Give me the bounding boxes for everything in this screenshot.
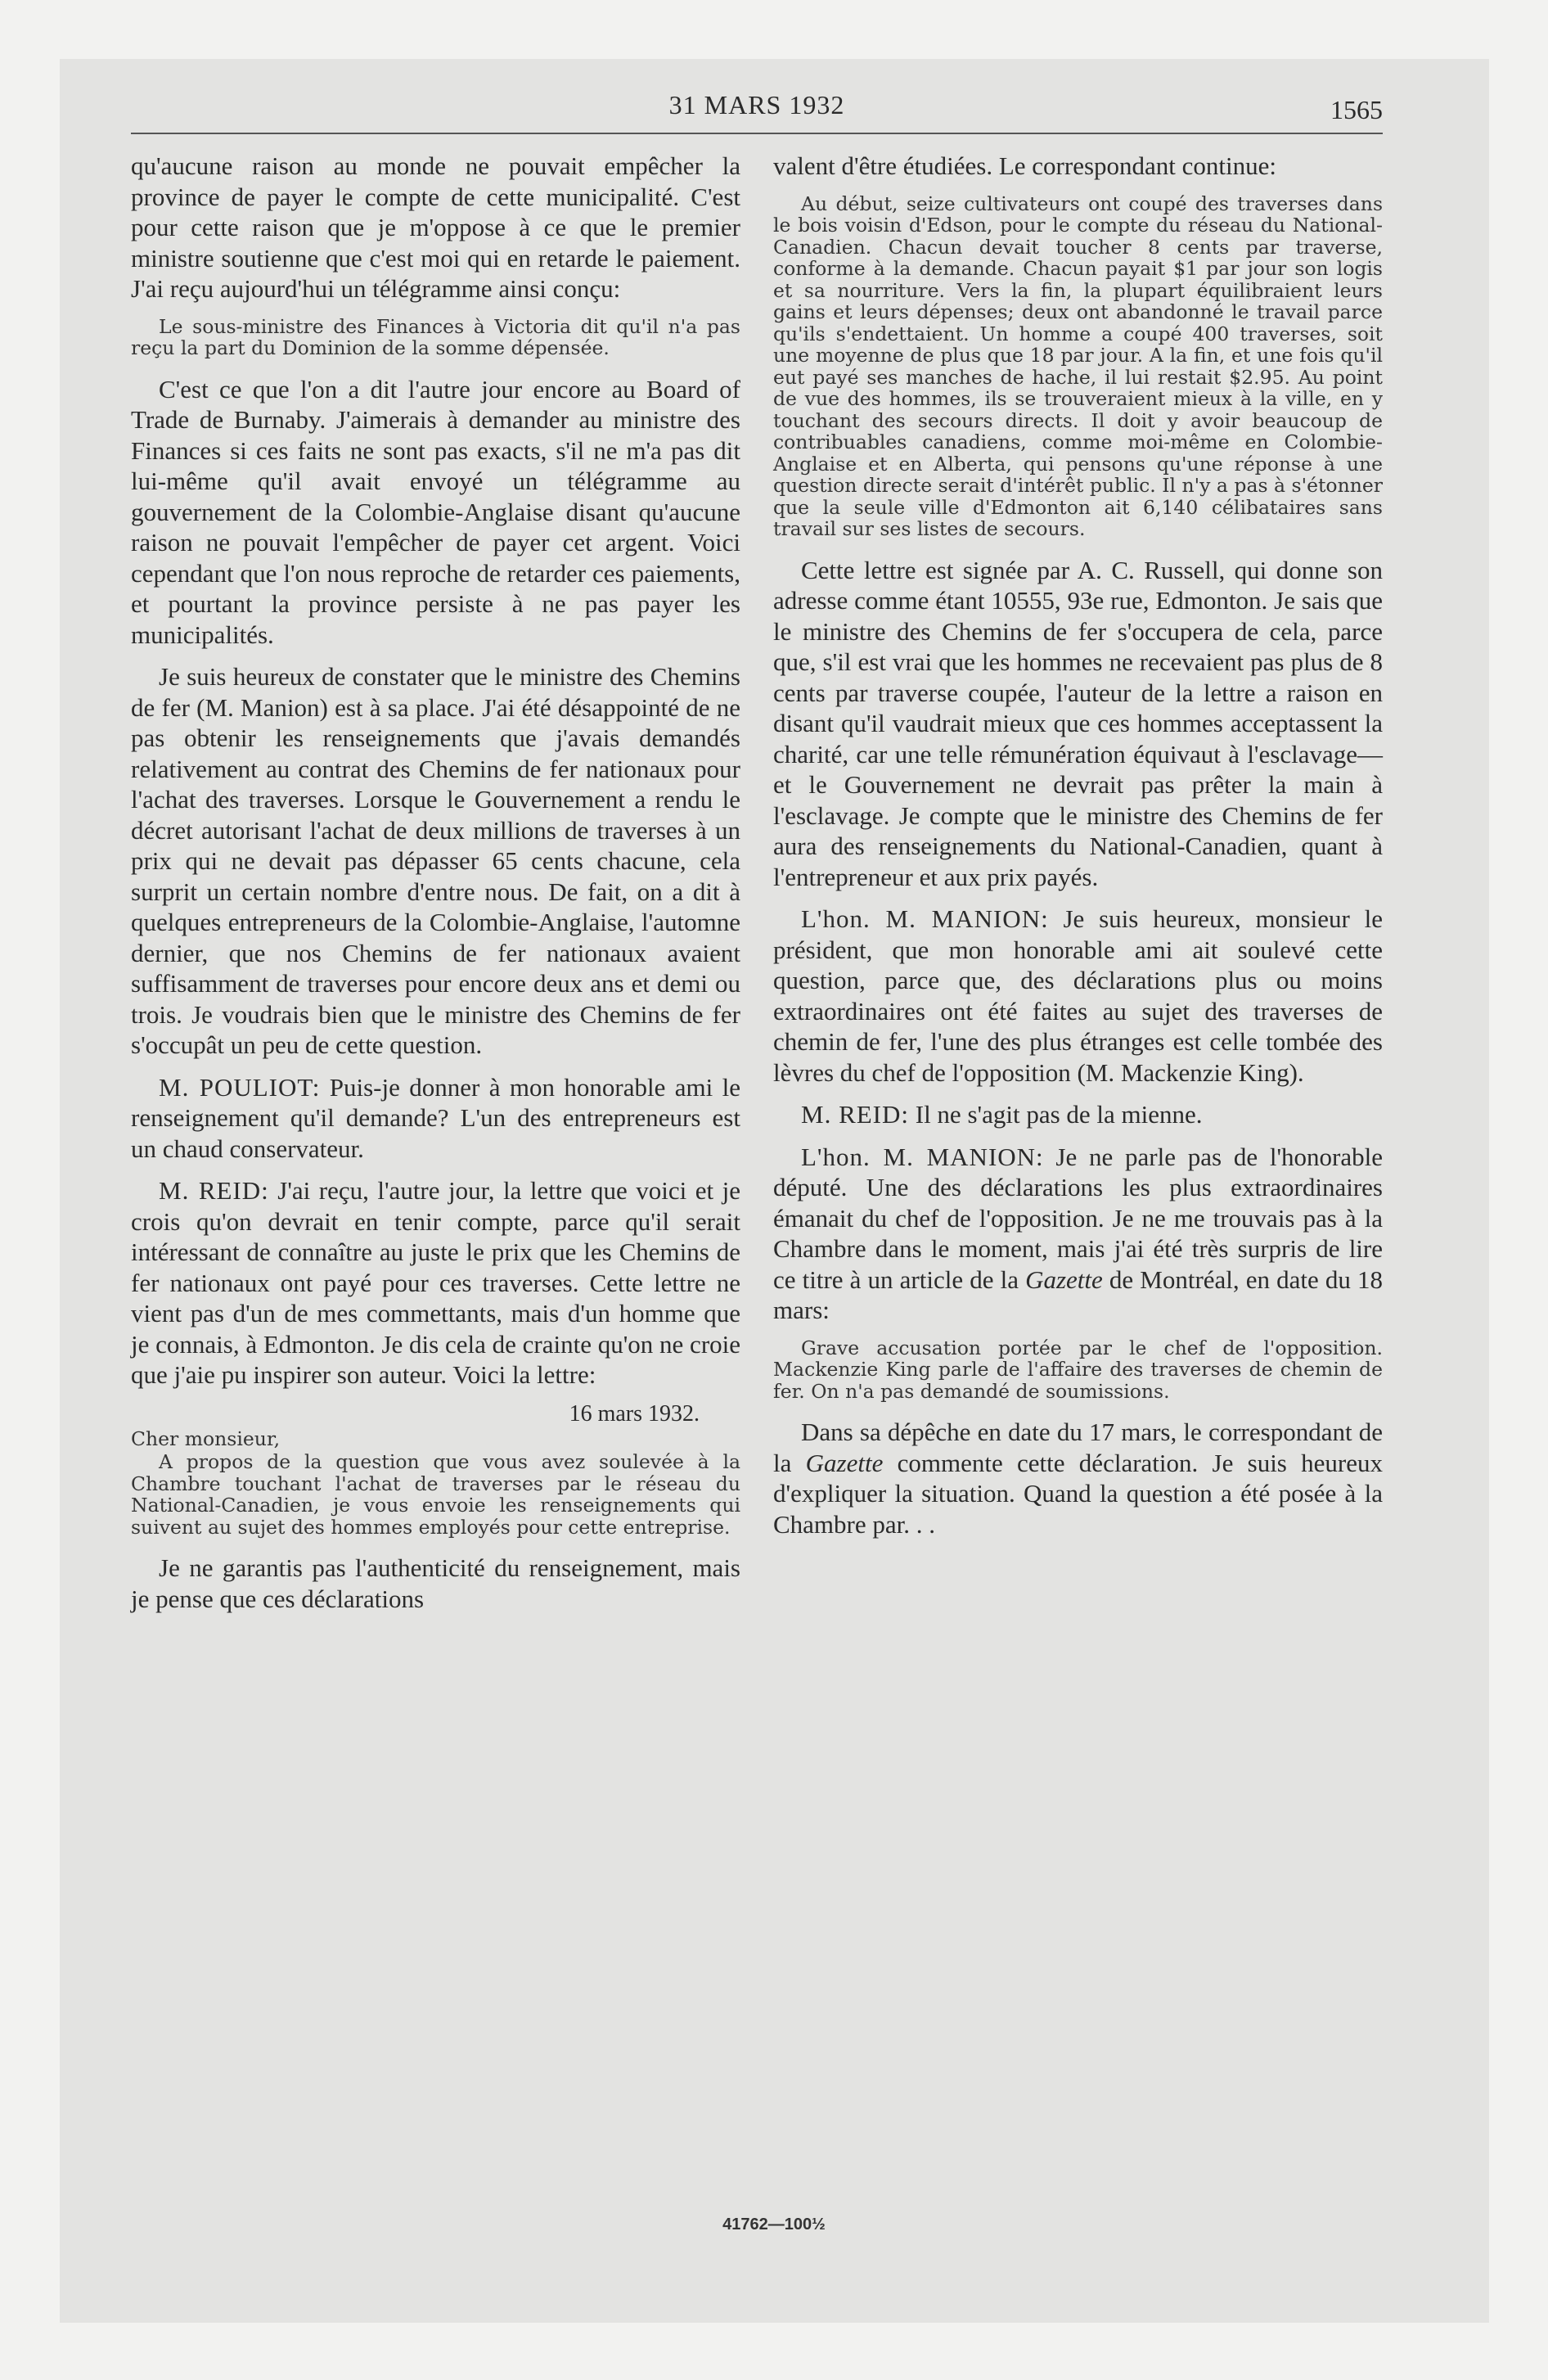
speech-text: Je suis heureux, monsieur le président, que mon honorable ami ait soulevé cette question, parce que, des déclarations plus ou moins extraordinaires ont été faites au sujet des traverses de chemin de fer, l'une des plus étranges est celle tombée des lèvres du chef de l'opposition (M. Mackenzie King). [773,904,1383,1087]
print-code: 41762—100½ [722,2215,826,2234]
speech-text: Il ne s'agit pas de la mienne. [909,1100,1203,1129]
paragraph: C'est ce que l'on a dit l'autre jour encore au Board of Trade de Burnaby. J'aimerais à demander au ministre des Finances si ces faits ne sont pas exacts, s'il ne m'a pas dit lui-même qu'il avait envoyé un télégramme au gouvernement de la Colombie-Anglaise disant qu'aucune raison ne pouvait l'empêcher de payer cet argent. Voici cependant que l'on nous reproche de retarder ces paiements, et pourtant la province persiste à ne pas payer les municipalités. [131,374,740,649]
page-number: 1565 [1330,95,1383,124]
header-rule [131,133,1383,134]
speaker-name: L'hon. M. MANION: [801,1142,1044,1171]
speech-paragraph [773,1099,1383,1130]
left-column [131,151,740,1625]
paragraph: Je suis heureux de constater que le ministre des Chemins de fer (M. Manion) est à sa place. J'ai été désappointé de ne pas obtenir les renseignements que j'avais demandés relativement au contrat des Chemins de fer nationaux pour l'achat des traverses. Lorsque le Gouvernement a rendu le décret autorisant l'achat de deux millions de traverses à un prix qui ne devait pas dépasser 65 cents chacune, cela surprit un certain nombre d'entre nous. De fait, on a dit à quelques entrepreneurs de la Colombie-Anglaise, l'automne dernier, que nos Chemins de fer nationaux avaient suffisamment de traverses pour encore deux ans et demi ou trois. Je voudrais bien que le ministre des Chemins de fer s'occupât un peu de cette question. [131,662,740,1059]
speaker-name: M. REID: [801,1100,909,1129]
paragraph: Je ne garantis pas l'authenticité du renseignement, mais je pense que ces déclarations [131,1553,740,1613]
speech-text: Puis-je donner à mon honorable ami le renseignement qu'il demande? L'un des entrepreneurs est un chaud conservateur. [131,1072,740,1163]
speech-text: J'ai reçu, l'autre jour, la lettre que voici et je crois qu'on devrait en tenir compte, parce qu'il serait intéressant de connaître au juste le prix que les Chemins de fer nationaux ont payé pour ces traverses. Cette lettre ne vient pas d'un de mes commettants, mais d'un homme que je connais, à Edmonton. Je dis cela de crainte qu'on ne croie que j'aie pu inspirer son auteur. Voici la lettre: [131,1176,741,1389]
letter-salutation: Cher monsieur, [131,1427,281,1450]
speech-paragraph [131,1175,740,1391]
speaker-name: M. REID: [159,1176,269,1205]
paragraph-text: Dans sa dépêche en date du 17 mars, le correspondant de la [773,1418,1383,1477]
italic-title: Gazette [805,1448,884,1477]
quotation: Le sous-ministre des Finances à Victoria dit qu'il n'a pas reçu la part du Dominion de la somme dépensée. [131,314,740,359]
page-header [131,90,1383,131]
speaker-name: L'hon. M. MANION: [801,904,1049,933]
paragraph [773,1417,1383,1539]
paragraph: Cette lettre est signée par A. C. Russell, qui donne son adresse comme étant 10555, 93e rue, Edmonton. Je sais que le ministre des Chemins de fer s'occupera de cela, parce que, s'il est vrai que les hommes ne recevaient pas plus de 8 cents par traverse coupée, l'auteur de la lettre a raison en disant qu'il vaudrait mieux que ces hommes acceptassent la charité, car une telle rémunération équivaut à l'esclavage—et le Gouvernement ne devrait pas prêter la main à l'esclavage. Je compte que le ministre des Chemins de fer aura des renseignements du National-Canadien, quant à l'entrepreneur et aux prix payés. [773,555,1383,891]
speech-paragraph [773,904,1383,1088]
quotation: Au début, seize cultivateurs ont coupé des traverses dans le bois voisin d'Edson, pour le compte du réseau du National-Canadien. Chacun devait toucher 8 cents par traverse, conforme à la demande. Chacun payait $1 par jour son logis et sa nourriture. Vers la fin, la plupart équilibraient leurs gains et leurs dépenses; deux ont abandonné le travail parce qu'ils s'endettaient. Un homme a coupé 400 traverses, soit une moyenne de plus que 18 par jour. A la fin, et une fois qu'il eut payé ses manches de hache, il lui restait $2.95. Au point de vue des hommes, ils se trouveraient mieux à la ville, en y touchant des secours directs. Il doit y avoir beaucoup de contribuables canadiens, comme moi-même en Colombie-Anglaise et en Alberta, qui pensons qu'une réponse à une question directe serait d'intérêt public. Il n'y a pas à s'étonner que la seule ville d'Edmonton ait 6,140 célibataires sans travail sur ses listes de secours. [773,192,1383,540]
speech-paragraph [773,1142,1383,1326]
right-column [773,151,1383,1551]
paragraph: valent d'être étudiées. Le correspondant continue: [773,151,1277,180]
quotation: A propos de la question que vous avez soulevée à la Chambre touchant l'achat de traverses par le réseau du National-Canadien, je vous envoie les renseignements qui suivent au sujet des hommes employés pour cette entreprise. [131,1450,740,1539]
paragraph: qu'aucune raison au monde ne pouvait empêcher la province de payer le compte de cette municipalité. C'est pour cette raison que je m'oppose à ce que le premier ministre soutienne que c'est moi qui en retarde le paiement. J'ai reçu aujourd'hui un télégramme ainsi conçu: [131,151,740,303]
speech-paragraph [131,1072,740,1165]
speech-text: Je ne parle pas de l'honorable député. Une des déclarations les plus extraordinaires émanait du chef de l'opposition. Je ne me trouvais pas à la Chambre dans le moment, mais j'ai été très surpris de lire ce titre à un article de la [773,1142,1383,1294]
italic-title: Gazette [1025,1264,1103,1294]
quotation: Grave accusation portée par le chef de l'opposition. Mackenzie King parle de l'affaire des traverses de chemin de fer. On n'a pas demandé de soumissions. [773,1336,1383,1403]
speaker-name: M. POULIOT: [159,1072,321,1102]
paragraph-text: commente cette déclaration. Je suis heureux d'expliquer la situation. Quand la question a été posée à la Chambre par. . . [773,1448,1383,1539]
letter-date: 16 mars 1932. [569,1400,700,1427]
header-date: 31 MARS 1932 [668,90,845,119]
speech-text: de Montréal, en date du 18 mars: [773,1264,1383,1324]
